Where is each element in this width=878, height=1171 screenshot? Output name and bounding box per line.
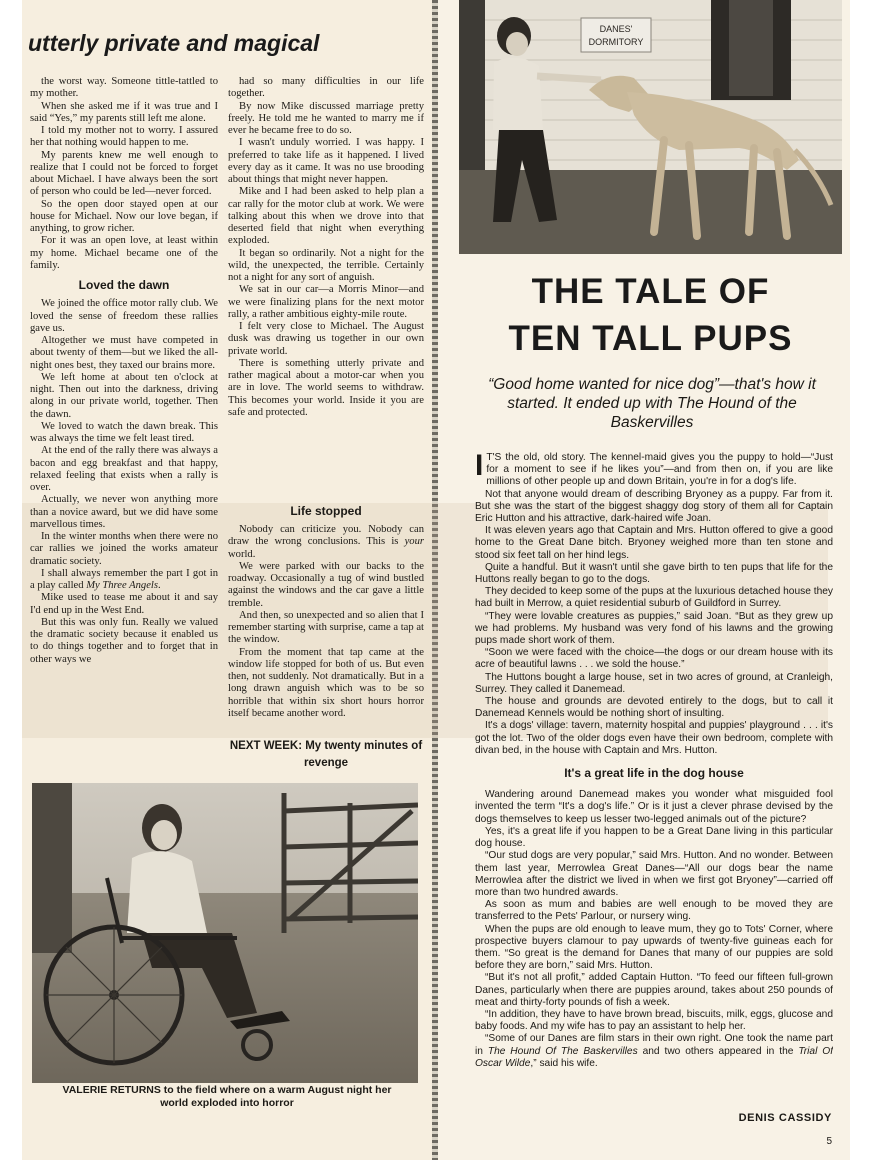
film-title: The Hound Of The Baskervilles: [487, 1045, 638, 1057]
paragraph: It began so ordinarily. Not a night for the wild, the unexpected, the terrible. Certainly not a night for any sort of anguish.: [228, 247, 424, 283]
text-run: and two others appeared in the: [637, 1045, 799, 1057]
text-run: .: [157, 580, 161, 591]
photo-woman-and-great-dane: [459, 0, 842, 254]
paragraph: We sat in our car—a Morris Minor—and we were finalizing plans for the next motor rally, a rather ambitious eighty-mile route.: [228, 284, 424, 320]
byline: DENIS CASSIDY: [738, 1112, 832, 1124]
article-headline: [459, 268, 842, 362]
standfirst: “Good home wanted for nice dog”—that's how it started. It ended up with The Hound of the Baskervilles: [488, 376, 816, 431]
text-run: ,” said his wife.: [530, 1057, 598, 1069]
photo-caption: [52, 1084, 402, 1109]
photo-valerie-illustration: [32, 783, 418, 1083]
paragraph: We were parked with our backs to the roadway. Occasionally a tug of wind bustled against the windows and the car gave a little tremble.: [228, 560, 424, 609]
paragraph: “They were lovable creatures as puppies,” said Joan. “But as they grew up we had problems. My husband was very fond of his lawns and the growing pups made short work of them.: [475, 610, 833, 647]
left-column-1: [30, 76, 218, 764]
paragraph: So the open door stayed open at our house for Michael. Now our love began, if anything, to grow richer.: [30, 198, 218, 234]
text-run: world.: [228, 548, 256, 560]
text-run: Nobody can criticize you. Nobody can draw the wrong conclusions. This is: [228, 524, 424, 548]
paragraph: In the winter months when there were no car rallies we joined the works amateur dramatic society.: [30, 531, 218, 567]
headline-line-2: TEN TALL PUPS: [508, 319, 793, 358]
paragraph: As soon as mum and babies are well enough to be moved they are transferred to the Pets' Parlour, or nursery wing.: [475, 899, 833, 923]
photo-dog-illustration: [459, 0, 842, 254]
paragraph: My parents knew me well enough to realize that I could not be forced to forget about Michael. I have always been the sort of person who could be led—never forced.: [30, 149, 218, 198]
paragraph: They decided to keep some of the pups at the luxurious detached house they had built in Merrow, a quiet residential suburb of Guildford in Surrey.: [475, 586, 833, 610]
paragraph: When the pups are old enough to leave mum, they go to Tots' Corner, where prospective buyers clamour to pay upwards of twenty-five guineas each for them. “So great is the demand for Danes that many of our puppies are sold before they are born,” said Mrs. Hutton.: [475, 923, 833, 972]
paragraph: Mike and I had been asked to help plan a car rally for the motor club at work. We were talking about this when we drove into that deserted field that night when everything exploded.: [228, 186, 424, 247]
next-week-teaser: NEXT WEEK: My twenty minutes of revenge: [229, 740, 423, 769]
caption-text: to the field where on a warm August night her world exploded into horror: [160, 1084, 392, 1109]
paragraph: The house and grounds are devoted entirely to the dogs, but to call it Danemead Kennels would be nothing short of insulting.: [475, 696, 833, 720]
paragraph: [475, 1033, 833, 1070]
paragraph: had so many difficulties in our life together.: [228, 76, 424, 100]
paragraph: But this was only fun. Really we valued the dramatic society because it enabled us to do things together and to forget that in other ways we: [30, 616, 218, 665]
text-run: I shall always remember the part I got in a play called: [30, 567, 218, 591]
paragraph: At the end of the rally there was always a bacon and egg breakfast and that happy, relaxed feeling that exists when a rally is over.: [30, 445, 218, 493]
paragraph: the worst way. Someone tittle-tattled to my mother.: [30, 76, 218, 100]
paragraph: Yes, it's a great life if you happen to be a Great Dane living in this particular dog house.: [475, 825, 833, 850]
paragraph: Not that anyone would dream of describing Bryoney as a puppy. Far from it. But she was the start of the biggest shaggy dog story of them all for Captain Eric Hutton and his attractive, dark-haired wife Joan.: [475, 488, 833, 525]
paragraph: It was eleven years ago that Captain and Mrs. Hutton offered to give a good home to the Great Dane bitch. Bryoney weighed more than ten stone and stood six feet tall on her hind legs.: [475, 525, 833, 561]
sign-line-1: DANES': [599, 24, 633, 34]
running-head: utterly private and magical: [28, 30, 320, 56]
paragraph: [30, 568, 218, 593]
left-column-3: [228, 524, 424, 736]
film-title: Trial Of Oscar Wilde: [475, 1045, 833, 1069]
paragraph: “But it's not all profit,” added Captain Hutton. “To feed our fifteen full-grown Danes, particularly when there are puppies around, takes about 250 pounds of meat and thirty-forty pounds of fish a week.: [475, 972, 833, 1008]
headline-line-1: THE TALE OF: [531, 272, 770, 311]
paragraph: We loved to watch the dawn break. This was always the time we felt least tired.: [30, 420, 218, 444]
paragraph: Wandering around Danemead makes you wonder what misguided fool invented the term “It's a dog's life.” Or is it just a clever phrase devised by the dogs themselves to keep us lesser two-legged animals out of the picture?: [475, 789, 833, 825]
paragraph: I wasn't unduly worried. I was happy. I preferred to take life as it happened. I lived every day as it came. It was no use brooding about things that might never happen.: [228, 137, 424, 185]
paragraph: I told my mother not to worry. I assured her that nothing would happen to me.: [30, 125, 218, 149]
paragraph: “Our stud dogs are very popular,” said Mrs. Hutton. And no wonder. Between them last year, Merrowlea Great Danes—“All our dogs bear the name Merrowlea after the district we lived in when we first got Bryoney”—carried off more than two hundred awards.: [475, 850, 833, 898]
paragraph: [228, 524, 424, 561]
page-number: 5: [826, 1136, 832, 1147]
paragraph: Quite a handful. But it wasn't until she gave birth to ten pups that life for the Huttons really began to go to the dogs.: [475, 561, 833, 586]
photo-valerie-wheelchair: [32, 783, 418, 1083]
paragraph: And then, so unexpected and so alien that I remember starting with surprise, came a tap at the window.: [228, 609, 424, 646]
article-body: [475, 452, 833, 1112]
paragraph: We left home at about ten o'clock at night. Then out into the darkness, driving along in our private world, together. Then the dawn.: [30, 371, 218, 420]
paragraph: When she asked me if it was true and I said “Yes,” my parents still left me alone.: [30, 100, 218, 124]
paragraph: For it was an open love, at least within my home. Michael became one of the family.: [30, 235, 218, 271]
paragraph: I felt very close to Michael. The August dusk was drawing us together in our own private world.: [228, 321, 424, 357]
paragraph: By now Mike discussed marriage pretty freely. He told me he wanted to marry me if ever he became free to do so.: [228, 100, 424, 136]
paragraph: The Huttons bought a large house, set in two acres of ground, at Cranleigh, Surrey. They called it Danemead.: [475, 671, 833, 695]
lead-paragraph: [475, 452, 833, 489]
subheading-dog-house: It's a great life in the dog house: [564, 766, 744, 781]
paragraph: “In addition, they have to have brown bread, biscuits, milk, eggs, glucose and baby foods. And my wife has to pay an assistant to help her.: [475, 1008, 833, 1033]
emphasis: your: [404, 536, 424, 548]
paragraph: There is something utterly private and rather magical about a motor-car when you are in love. The world seems to withdraw. This becomes your world. Inside it you are safe and protected.: [228, 357, 424, 418]
subheading-loved-the-dawn: Loved the dawn: [78, 278, 170, 292]
paragraph: We joined the office motor rally club. We loved the sense of freedom these rallies gave us.: [30, 298, 218, 334]
paragraph: Mike used to tease me about it and say I'd end up in the West End.: [30, 592, 218, 616]
paragraph: It's a dogs' village: tavern, maternity hospital and puppies' playground . . . it's got the lot. Two of the older dogs even have their own bedroom, complete with divan bed, in the house with Captain and Mrs. Hutton.: [475, 720, 833, 756]
magazine-spread: [22, 0, 833, 1160]
text-run: “Some of our Danes are film stars in their own right. One took the name part in: [475, 1033, 833, 1057]
paragraph: Altogether we must have competed in about twenty of them—but we liked the all-night ones best, they taxed our brains more.: [30, 335, 218, 371]
caption-lead: VALERIE RETURNS: [62, 1084, 161, 1096]
paragraph: From the moment that tap came at the window life stopped for both of us. But even then, not suddenly. Not dramatically. But in a long drawn anguish which was to be so horrible that within six short hours horror itself became another word.: [228, 646, 424, 719]
left-column-2: [228, 76, 424, 496]
paragraph: “Soon we were faced with the choice—the dogs or our dream house with its acre of beautiful lawns . . . we sold the house.”: [475, 647, 833, 671]
play-title: My Three Angels: [86, 580, 158, 591]
paragraph: Actually, we never won anything more than a novice award, but we did have some marvellous times.: [30, 494, 218, 530]
sign-line-2: DORMITORY: [588, 37, 644, 47]
drop-cap: I: [475, 452, 484, 482]
text-run: T'S the old, old story. The kennel-maid gives you the puppy to hold—“Just for a moment to see if he likes you”—and from then on, if you are like millions of other people up and down Britain, you're in for a dog's life.: [486, 452, 833, 488]
subheading-life-stopped: Life stopped: [290, 504, 362, 518]
